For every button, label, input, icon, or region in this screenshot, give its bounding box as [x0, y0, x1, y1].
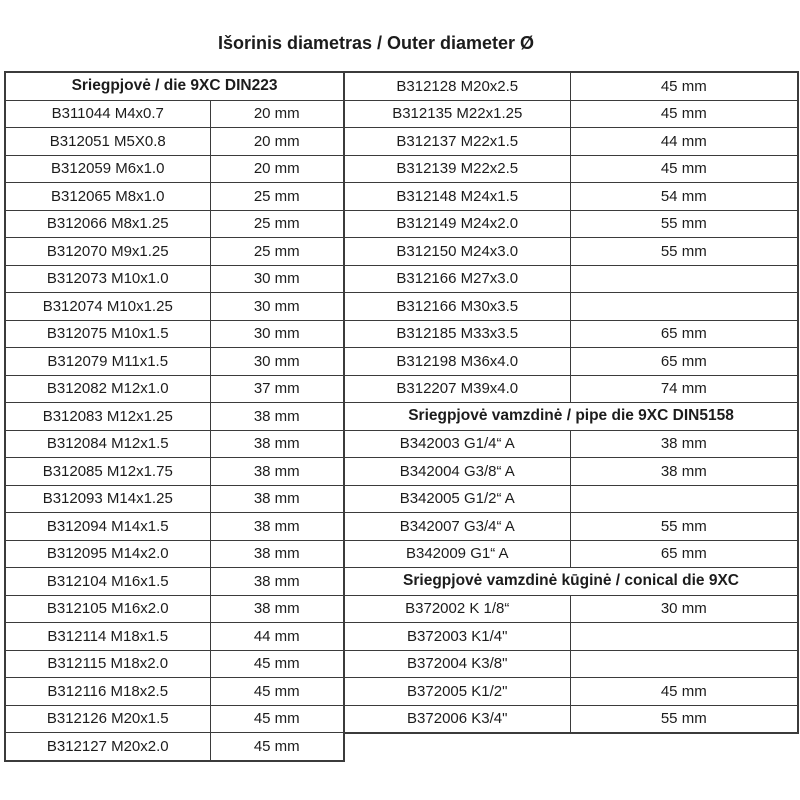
table-row: [344, 705, 798, 733]
table-row: [5, 210, 344, 238]
item-code-cell: B312116 M18x2.5: [5, 678, 210, 706]
diameter-cell: 45 mm: [210, 650, 344, 678]
table-row: [5, 238, 344, 266]
diameter-cell: 38 mm: [210, 403, 344, 431]
item-code-cell: B312139 M22x2.5: [344, 155, 570, 183]
table-row: [344, 348, 798, 376]
item-code-cell: B312104 M16x1.5: [5, 568, 210, 596]
table-row: [5, 155, 344, 183]
diameter-cell: 55 mm: [570, 705, 798, 733]
diameter-cell: 38 mm: [210, 513, 344, 541]
table-row: [344, 238, 798, 266]
item-code-cell: B312128 M20x2.5: [344, 72, 570, 100]
diameter-cell: 30 mm: [210, 348, 344, 376]
die-table-left-body: [5, 72, 344, 761]
table-row: [344, 650, 798, 678]
item-code-cell: B312051 M5X0.8: [5, 128, 210, 156]
table-row: [344, 540, 798, 568]
diameter-cell: [570, 293, 798, 321]
table-row: [5, 430, 344, 458]
item-code-cell: B342009 G1“ A: [344, 540, 570, 568]
diameter-cell: 38 mm: [570, 430, 798, 458]
table-row: [344, 100, 798, 128]
section-header: Sriegpjovė vamzdinė kūginė / conical die 9XC: [344, 568, 798, 596]
diameter-cell: [570, 650, 798, 678]
item-code-cell: B312079 M11x1.5: [5, 348, 210, 376]
diameter-cell: 30 mm: [570, 595, 798, 623]
item-code-cell: B372002 K 1/8“: [344, 595, 570, 623]
item-code-cell: B312166 M27x3.0: [344, 265, 570, 293]
diameter-cell: 20 mm: [210, 128, 344, 156]
item-code-cell: B312082 M12x1.0: [5, 375, 210, 403]
item-code-cell: B372006 K3/4": [344, 705, 570, 733]
diameter-cell: 55 mm: [570, 513, 798, 541]
diameter-cell: 65 mm: [570, 320, 798, 348]
item-code-cell: B312066 M8x1.25: [5, 210, 210, 238]
table-row: [344, 678, 798, 706]
table-row: [5, 733, 344, 761]
section-header-row: [344, 403, 798, 431]
diameter-cell: 20 mm: [210, 100, 344, 128]
table-row: [5, 458, 344, 486]
item-code-cell: B312084 M12x1.5: [5, 430, 210, 458]
diameter-cell: 30 mm: [210, 320, 344, 348]
table-row: [5, 623, 344, 651]
diameter-cell: 44 mm: [210, 623, 344, 651]
table-row: [344, 72, 798, 100]
item-code-cell: B312135 M22x1.25: [344, 100, 570, 128]
diameter-cell: 45 mm: [570, 72, 798, 100]
table-row: [5, 595, 344, 623]
die-table-right: [343, 71, 799, 734]
item-code-cell: B372003 K1/4": [344, 623, 570, 651]
table-row: [5, 320, 344, 348]
diameter-cell: 45 mm: [570, 100, 798, 128]
item-code-cell: B312207 M39x4.0: [344, 375, 570, 403]
item-code-cell: B312126 M20x1.5: [5, 705, 210, 733]
diameter-cell: 65 mm: [570, 348, 798, 376]
diameter-cell: 55 mm: [570, 210, 798, 238]
table-row: [344, 595, 798, 623]
diameter-cell: 25 mm: [210, 210, 344, 238]
item-code-cell: B312059 M6x1.0: [5, 155, 210, 183]
section-header: Sriegpjovė vamzdinė / pipe die 9XC DIN5158: [344, 403, 798, 431]
diameter-cell: [570, 265, 798, 293]
diameter-cell: [570, 485, 798, 513]
diameter-cell: 30 mm: [210, 265, 344, 293]
item-code-cell: B342005 G1/2“ A: [344, 485, 570, 513]
table-row: [344, 155, 798, 183]
table-row: [5, 265, 344, 293]
diameter-cell: 45 mm: [210, 705, 344, 733]
item-code-cell: B342007 G3/4“ A: [344, 513, 570, 541]
table-row: [344, 430, 798, 458]
item-code-cell: B312093 M14x1.25: [5, 485, 210, 513]
table-row: [5, 705, 344, 733]
item-code-cell: B312074 M10x1.25: [5, 293, 210, 321]
item-code-cell: B312095 M14x2.0: [5, 540, 210, 568]
table-row: [5, 678, 344, 706]
section-header: Sriegpjovė / die 9XC DIN223: [5, 72, 344, 100]
item-code-cell: B312198 M36x4.0: [344, 348, 570, 376]
table-row: [5, 348, 344, 376]
diameter-cell: 45 mm: [210, 733, 344, 761]
table-row: [5, 485, 344, 513]
table-row: [5, 403, 344, 431]
table-row: [344, 513, 798, 541]
item-code-cell: B312073 M10x1.0: [5, 265, 210, 293]
table-row: [344, 458, 798, 486]
item-code-cell: B312075 M10x1.5: [5, 320, 210, 348]
item-code-cell: B342003 G1/4“ A: [344, 430, 570, 458]
item-code-cell: B372004 K3/8": [344, 650, 570, 678]
table-row: [5, 513, 344, 541]
item-code-cell: B312166 M30x3.5: [344, 293, 570, 321]
table-row: [5, 568, 344, 596]
item-code-cell: B312065 M8x1.0: [5, 183, 210, 211]
table-row: [344, 128, 798, 156]
section-header-row: [5, 72, 344, 100]
diameter-cell: 45 mm: [210, 678, 344, 706]
item-code-cell: B312149 M24x2.0: [344, 210, 570, 238]
table-row: [344, 623, 798, 651]
table-row: [5, 293, 344, 321]
diameter-cell: 45 mm: [570, 678, 798, 706]
table-row: [5, 375, 344, 403]
die-table-left: [4, 71, 345, 762]
diameter-cell: 45 mm: [570, 155, 798, 183]
table-row: [5, 183, 344, 211]
diameter-cell: 38 mm: [210, 430, 344, 458]
diameter-cell: [570, 623, 798, 651]
diameter-cell: 25 mm: [210, 238, 344, 266]
diameter-cell: 55 mm: [570, 238, 798, 266]
diameter-cell: 25 mm: [210, 183, 344, 211]
die-table-right-body: [344, 72, 798, 733]
table-row: [5, 540, 344, 568]
section-header-row: [344, 568, 798, 596]
diameter-cell: 44 mm: [570, 128, 798, 156]
item-code-cell: B342004 G3/8“ A: [344, 458, 570, 486]
table-row: [5, 650, 344, 678]
diameter-cell: 20 mm: [210, 155, 344, 183]
diameter-cell: 38 mm: [210, 595, 344, 623]
diameter-cell: 37 mm: [210, 375, 344, 403]
diameter-cell: 38 mm: [570, 458, 798, 486]
item-code-cell: B312083 M12x1.25: [5, 403, 210, 431]
table-row: [344, 210, 798, 238]
item-code-cell: B312127 M20x2.0: [5, 733, 210, 761]
item-code-cell: B311044 M4x0.7: [5, 100, 210, 128]
diameter-cell: 30 mm: [210, 293, 344, 321]
item-code-cell: B312115 M18x2.0: [5, 650, 210, 678]
item-code-cell: B372005 K1/2": [344, 678, 570, 706]
item-code-cell: B312150 M24x3.0: [344, 238, 570, 266]
table-row: [5, 100, 344, 128]
table-row: [5, 128, 344, 156]
item-code-cell: B312114 M18x1.5: [5, 623, 210, 651]
diameter-cell: 38 mm: [210, 540, 344, 568]
diameter-cell: 38 mm: [210, 485, 344, 513]
tables-container: [4, 71, 800, 762]
item-code-cell: B312148 M24x1.5: [344, 183, 570, 211]
table-row: [344, 265, 798, 293]
diameter-cell: 65 mm: [570, 540, 798, 568]
item-code-cell: B312085 M12x1.75: [5, 458, 210, 486]
table-row: [344, 375, 798, 403]
diameter-cell: 38 mm: [210, 568, 344, 596]
item-code-cell: B312185 M33x3.5: [344, 320, 570, 348]
table-row: [344, 320, 798, 348]
table-row: [344, 293, 798, 321]
page-title: Išorinis diametras / Outer diameter Ø: [217, 33, 535, 53]
item-code-cell: B312105 M16x2.0: [5, 595, 210, 623]
diameter-cell: 54 mm: [570, 183, 798, 211]
diameter-cell: 74 mm: [570, 375, 798, 403]
item-code-cell: B312137 M22x1.5: [344, 128, 570, 156]
item-code-cell: B312070 M9x1.25: [5, 238, 210, 266]
table-row: [344, 183, 798, 211]
diameter-cell: 38 mm: [210, 458, 344, 486]
item-code-cell: B312094 M14x1.5: [5, 513, 210, 541]
table-row: [344, 485, 798, 513]
